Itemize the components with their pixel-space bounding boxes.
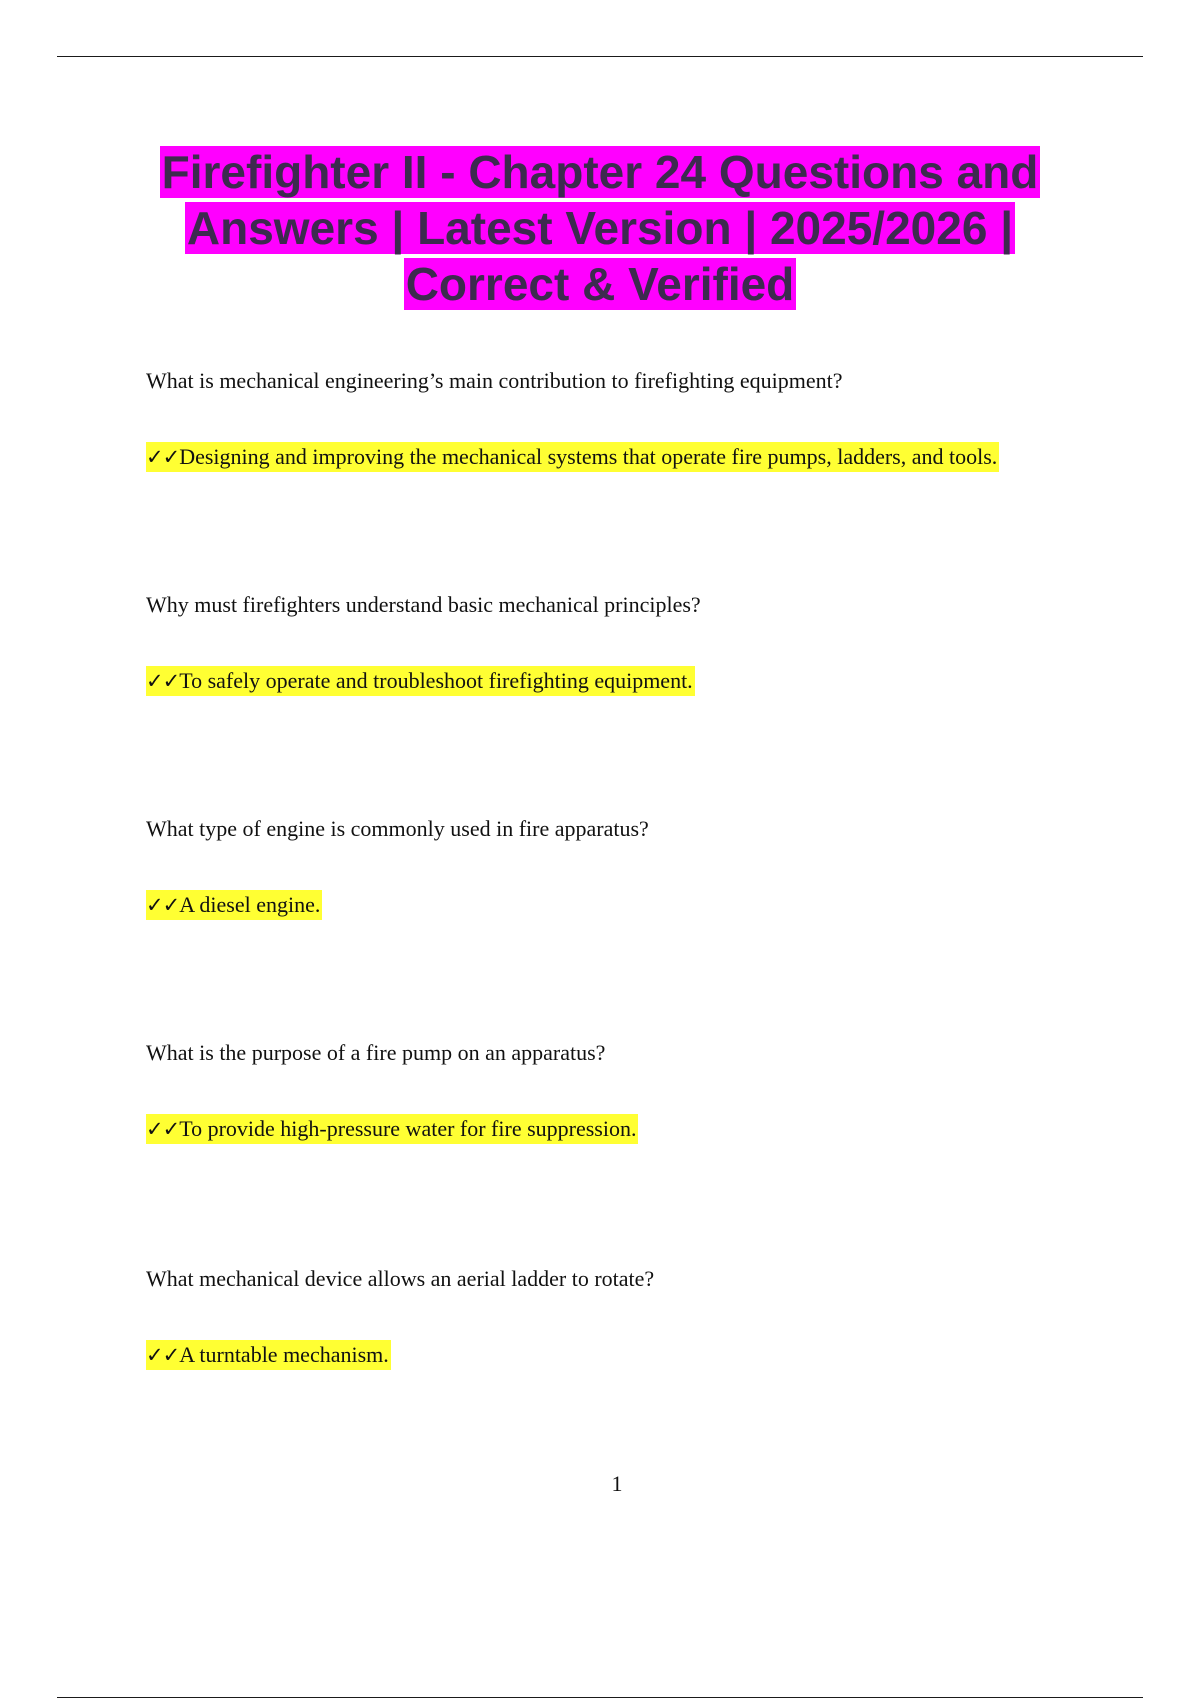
question-text: What mechanical device allows an aerial ladder to rotate? (146, 1266, 655, 1291)
title-line-2: Answers | Latest Version | 2025/2026 | (186, 202, 1014, 254)
qa-item (146, 591, 1146, 695)
answer-highlight (146, 442, 999, 472)
double-check-icon: ✓✓ (146, 1343, 180, 1367)
answer-text: To provide high-pressure water for fire suppression. (179, 1116, 637, 1141)
footer-rule (57, 1697, 1143, 1698)
header-rule (57, 56, 1143, 57)
question-text: Why must firefighters understand basic mechanical principles? (146, 592, 701, 617)
answer-highlight (146, 666, 695, 696)
document-title (100, 144, 1100, 312)
answer-text: To safely operate and troubleshoot firefighting equipment. (179, 668, 693, 693)
page-number: 1 (611, 1471, 623, 1496)
double-check-icon: ✓✓ (146, 1117, 180, 1141)
qa-item (146, 1039, 1146, 1143)
answer-highlight (146, 1114, 638, 1144)
answer-highlight (146, 890, 322, 920)
qa-item (146, 1265, 1146, 1369)
answer-block (146, 1115, 1146, 1143)
title-line-3: Correct & Verified (405, 258, 795, 310)
title-line-1: Firefighter II - Chapter 24 Questions and (161, 146, 1039, 198)
answer-block (146, 1341, 1146, 1369)
double-check-icon: ✓✓ (146, 669, 180, 693)
qa-item (146, 815, 1146, 919)
answer-block (146, 443, 1146, 471)
answer-text: Designing and improving the mechanical systems that operate fire pumps, ladders, and tools. (179, 444, 998, 469)
double-check-icon: ✓✓ (146, 893, 180, 917)
answer-block (146, 891, 1146, 919)
question-text: What is the purpose of a fire pump on an apparatus? (146, 1040, 606, 1065)
question-text: What type of engine is commonly used in fire apparatus? (146, 816, 649, 841)
answer-block (146, 667, 1146, 695)
answer-text: A diesel engine. (179, 892, 321, 917)
qa-item (146, 367, 1146, 471)
answer-text: A turntable mechanism. (179, 1342, 389, 1367)
question-text: What is mechanical engineering’s main contribution to firefighting equipment? (146, 368, 843, 393)
double-check-icon: ✓✓ (146, 445, 180, 469)
answer-highlight (146, 1340, 391, 1370)
